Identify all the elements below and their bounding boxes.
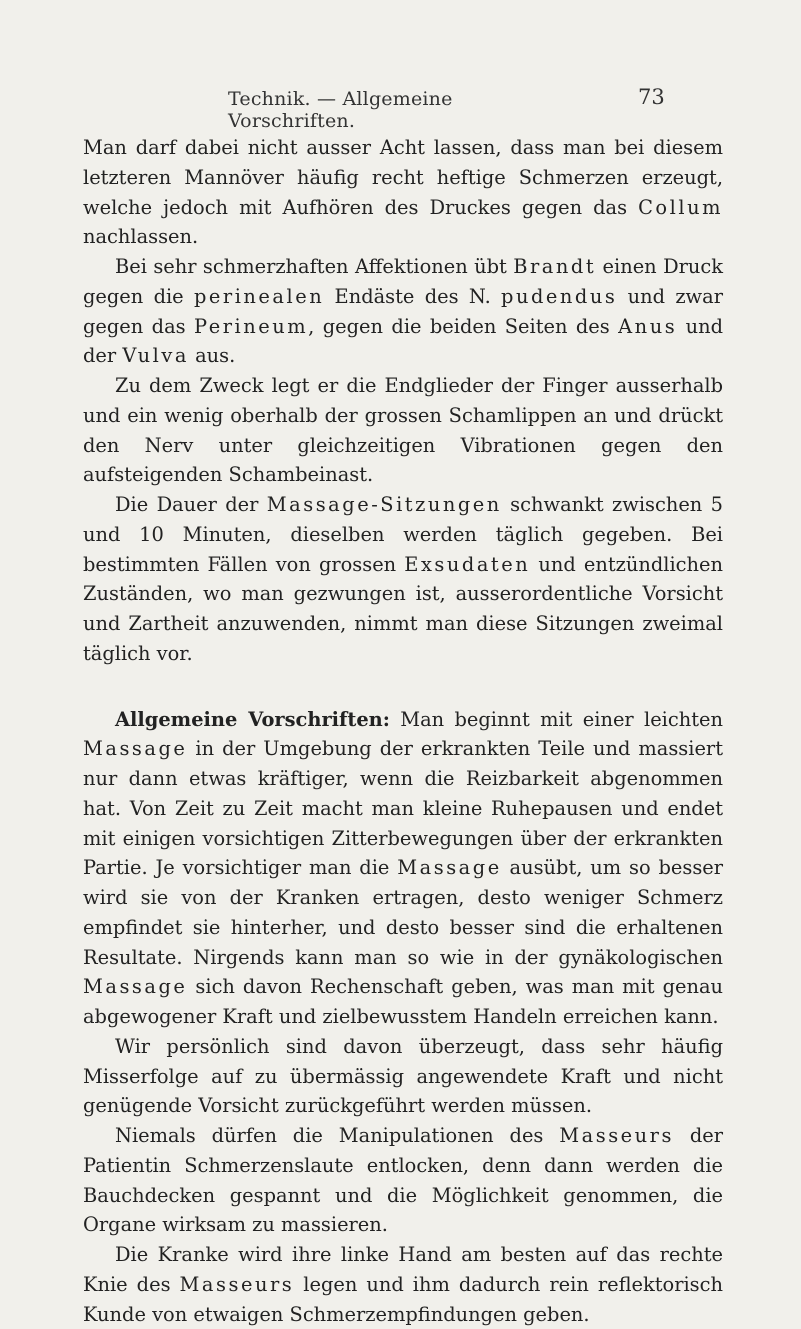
paragraph: Man darf dabei nicht ausser Acht lassen, dass man bei diesem letzteren Mannöver häufig recht heftige Schmerzen erzeugt, welche jedoch mit Aufhören des Druckes gegen das Collum nachlassen. [83, 136, 723, 249]
page-number: 73 [638, 85, 665, 109]
emphasized-term: perinealen [193, 284, 325, 308]
paragraph: Die Kranke wird ihre linke Hand am besten auf das rechte Knie des Masseurs legen und ihm dadurch rein reflektorisch Kunde von etwaigen Schmerzempfindungen geben. [83, 1243, 723, 1326]
body-text [83, 133, 723, 1329]
paragraph: Wir persönlich sind davon überzeugt, dass sehr häufig Misserfolge auf zu übermässig angewendete Kraft und nicht genügende Vorsicht zurückgeführt werden müssen. [83, 1034, 723, 1118]
paragraph: Allgemeine Vorschriften: Man beginnt mit einer leichten Massage in der Umgebung der erkrankten Teile und massiert nur dann etwas kräftiger, wenn die Reizbarkeit abgenommen hat. Von Zeit zu Zeit macht man kleine Ruhepausen und endet mit einigen vorsichtigen Zitterbewegungen über der erkrankten Partie. Je vorsichtiger man die Massage ausübt, um so besser wird sie von der Kranken ertragen, desto weniger Schmerz empfindet sie hinterher, und desto besser sind die erhaltenen Resultate. Nirgends kann man so wie in der gynäkologischen Massage sich davon Rechenschaft geben, was man mit genau abgewogener Kraft und zielbewusstem Handeln erreichen kann. [83, 707, 724, 1028]
emphasized-term: Masseurs [559, 1124, 674, 1147]
emphasized-term: Massage [83, 975, 188, 999]
emphasized-term: Perineum [194, 314, 309, 338]
emphasized-term: Masseurs [179, 1272, 295, 1296]
emphasized-term: Exsudaten [404, 552, 531, 576]
paragraph: Die Dauer der Massage-Sitzungen schwankt zwischen 5 und 10 Minuten, dieselben werden täglich gegeben. Bei bestimmten Fällen von grossen Exsudaten und entzündlichen Zuständen, wo man gezwungen ist, ausserordentliche Vorsicht und Zartheit anzuwenden, nimmt man diese Sitzungen zweimal täglich vor. [83, 493, 723, 665]
running-header: Technik. — Allgemeine Vorschriften. [228, 88, 453, 132]
emphasized-term: Anus [618, 314, 678, 338]
section-heading: Allgemeine Vorschriften: [115, 707, 390, 731]
emphasized-term: Massage [83, 737, 188, 761]
emphasized-term: pudendus [501, 284, 618, 308]
paragraph: Zu dem Zweck legt er die Endglieder der Finger ausserhalb und ein wenig oberhalb der grossen Schamlippen an und drückt den Nerv unter gleichzeitigen Vibrationen gegen den aufsteigenden Schambeinast. [83, 374, 723, 487]
paragraph: Bei sehr schmerzhaften Affektionen übt Brandt einen Druck gegen die perinealen Endäste des N. pudendus und zwar gegen das Perineum, gegen die beiden Seiten des Anus und der Vulva aus. [83, 255, 723, 368]
emphasized-term: Collum [638, 195, 723, 219]
emphasized-term: Massage [397, 856, 502, 880]
emphasized-term: Massage-Sitzungen [266, 493, 502, 516]
paragraph: Niemals dürfen die Manipulationen des Masseurs der Patientin Schmerzenslaute entlocken, denn dann werden die Bauchdecken gespannt und die Möglichkeit genommen, die Organe wirksam zu massieren. [83, 1124, 723, 1237]
emphasized-term: Brandt [513, 255, 597, 278]
emphasized-term: Vulva [122, 344, 189, 368]
section-gap [83, 669, 723, 705]
